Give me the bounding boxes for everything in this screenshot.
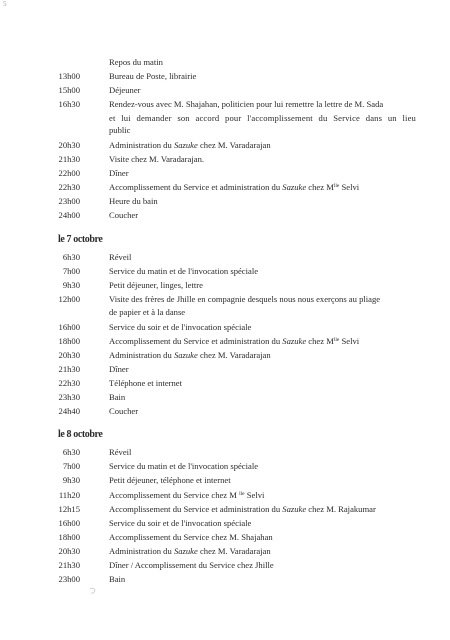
day-heading: le 7 octobre [58,234,103,245]
activity-text: Bain [109,574,126,584]
schedule-row [0,69,450,83]
activity-text: Administration du Sazuke chez M. Varadarajan [109,546,271,556]
activity-text: Heure du bain [109,196,158,206]
activity-text: Coucher [109,406,139,416]
time-label: 9h30 [62,280,80,290]
activity-text: Petit déjeuner, téléphone et internet [109,475,231,485]
schedule-row [0,572,450,586]
time-label: 7h00 [62,266,80,276]
time-label: 13h00 [58,71,80,81]
activity-text: Accomplissement du Service chez M. Shajahan [109,532,273,542]
time-label: 23h00 [58,196,80,206]
activity-text: Visite chez M. Varadarajan. [109,154,205,164]
schedule-row [0,292,450,306]
time-label: 12h15 [58,504,80,514]
schedule-row [0,558,450,572]
time-label: 12h00 [58,294,80,304]
time-label: 6h30 [62,447,80,457]
time-label: 21h30 [58,364,80,374]
schedule-row [0,530,450,544]
activity-text: Service du soir et de l'invocation spéciale [109,518,252,528]
activity-text: Téléphone et internet [109,378,183,388]
schedule-row [0,348,450,362]
schedule-row [0,334,450,348]
activity-text: Service du matin et de l'invocation spéciale [109,266,259,276]
time-label: 20h30 [58,546,80,556]
schedule-row [0,83,450,97]
schedule-row [0,488,450,502]
schedule-row [0,55,450,69]
schedule-row [0,194,450,208]
activity-text: Accomplissement du Service et administration du Sazuke chez M. Rajakumar [109,504,376,514]
schedule-row [0,278,450,292]
activity-text: Accomplissement du Service et administration du Sazuke chez $M^{lle}$ Selvi [109,182,360,192]
time-label: 9h30 [62,475,80,485]
schedule-row [0,445,450,459]
schedule-row [0,97,450,111]
schedule-row [0,376,450,390]
activity-text: Visite des frères de Jhille en compagnie desquels nous nous exerçons au pliage [109,294,381,304]
time-label: 22h00 [58,168,80,178]
faint-scan-mark [88,586,98,598]
activity-text: Déjeuner [109,85,141,95]
time-label: 11h20 [58,490,80,500]
activity-text: Service du matin et de l'invocation spéciale [109,461,259,471]
activity-text-continuation: public [109,125,131,135]
time-label: 16h00 [58,322,80,332]
schedule-row [0,502,450,516]
activity-text: Réveil [109,447,132,457]
activity-text: Accomplissement du Service et administration du Sazuke chez $M^{lle}$ Selvi [109,336,360,346]
time-label: 21h30 [58,154,80,164]
corner-mark: 5 [3,0,7,8]
activity-text-continuation: et lui demander son accord pour l'accomplissement du Service dans un lieu [109,113,416,123]
activity-text: Bain [109,392,126,402]
schedule-row [0,180,450,194]
time-label: 24h40 [58,406,80,416]
time-label: 15h00 [58,85,80,95]
activity-text: Réveil [109,252,132,262]
schedule-row [0,362,450,376]
schedule-row [0,516,450,530]
activity-text: Coucher [109,210,139,220]
time-label: 20h30 [58,140,80,150]
time-label: 21h30 [58,560,80,570]
time-label: 18h00 [58,532,80,542]
time-label: 23h30 [58,392,80,402]
activity-text: Accomplissement du Service chez M $^{lle}$ Selvi [109,490,265,500]
schedule-row [0,459,450,473]
time-label: 16h30 [58,99,80,109]
schedule-row [0,152,450,166]
time-label: 22h30 [58,182,80,192]
time-label: 18h00 [58,336,80,346]
activity-text: Dîner [109,168,129,178]
time-label: 6h30 [62,252,80,262]
time-label: 24h00 [58,210,80,220]
activity-text: Rendez-vous avec M. Shajahan, politicien pour lui remettre la lettre de M. Sada [109,99,384,109]
schedule-row [0,404,450,418]
activity-text: Bureau de Poste, librairie [109,71,197,81]
time-label: 22h30 [58,378,80,388]
time-label: 16h00 [58,518,80,528]
activity-text: Administration du Sazuke chez M. Varadarajan [109,140,271,150]
activity-text: Repos du matin [109,57,163,67]
activity-text-continuation: de papier et à la danse [109,307,186,317]
schedule-row [0,390,450,404]
schedule-row [0,544,450,558]
activity-text: Dîner [109,364,129,374]
activity-text: Dîner / Accomplissement du Service chez Jhille [109,560,274,570]
time-label: 7h00 [62,461,80,471]
time-label: 23h00 [58,574,80,584]
activity-text: Petit déjeuner, linges, lettre [109,280,203,290]
schedule-row [0,473,450,487]
schedule-row [0,250,450,264]
schedule-row [0,264,450,278]
activity-text: Administration du Sazuke chez M. Varadarajan [109,350,271,360]
time-label: 20h30 [58,350,80,360]
day-heading: le 8 octobre [58,429,103,440]
schedule-row [0,208,450,222]
schedule-row [0,166,450,180]
schedule-row [0,138,450,152]
activity-text: Service du soir et de l'invocation spéciale [109,322,252,332]
schedule-row [0,320,450,334]
